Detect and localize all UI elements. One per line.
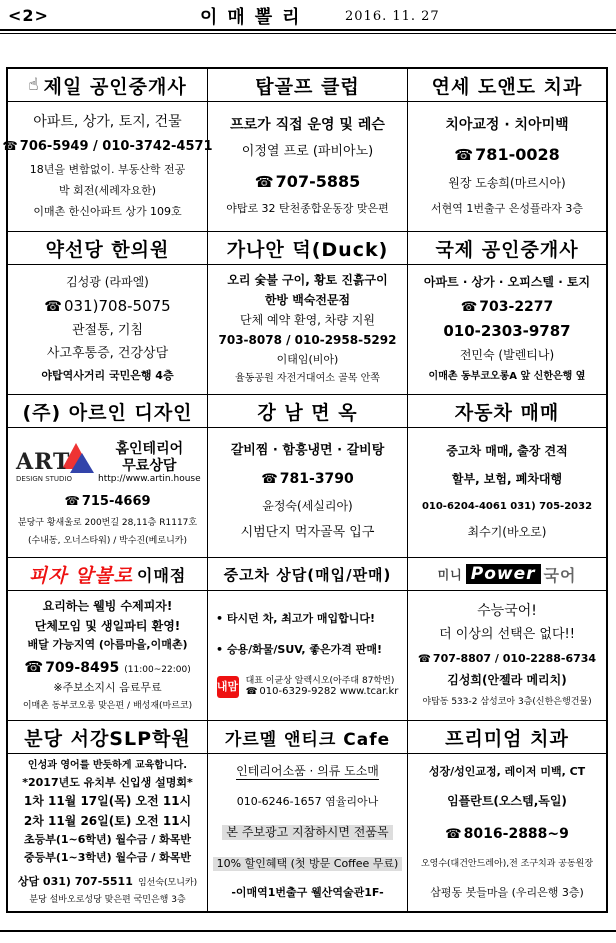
tcar-url-link[interactable]: www.tcar.kr [339, 686, 399, 698]
ad-ganaan-duck: 가나안 덕(Duck) 오리 숯불 구이, 황토 진흙구이 한방 백숙전문점 단체 예약 환영, 차량 지원 703-8078 / 010-2958-5292 이태임(비아) 율동공원 자전거대여소 골목 안쪽 [208, 232, 408, 395]
header-rule-thin [0, 33, 616, 34]
ad-yonsei-dental: 연세 도앤도 치과 치아교정 · 치아미백 ☎ 781-0028 원장 도송희(마르시아) 서현역 1번출구 은성플라자 3층 [408, 69, 606, 232]
ad-title: 약선당 한의원 [8, 232, 207, 265]
ad-title: 피자 알볼로 이매점 [8, 558, 207, 591]
phone-icon: ☎ [245, 686, 258, 698]
phone-icon: ☎ [445, 827, 462, 843]
ad-title: 프리미엄 치과 [408, 721, 606, 754]
ad-grid [2, 67, 608, 913]
phone-icon: ☎ [2, 138, 18, 153]
phone-icon: ☎ [460, 299, 478, 315]
ad-used-car: 중고차 상담(매입/판매) • 타시던 차, 최고가 매입합니다! • 승용/화물/SUV, 좋은가격 판매! 내맘카 대표 이균상 알렉시오(아주대 87학번) ☎ 010-6329-9282 www.tcar.kr [208, 558, 408, 721]
ad-title: 강 남 면 옥 [208, 395, 407, 428]
ad-pizza-alvolo: 피자 알볼로 이매점 요리하는 웰빙 수제피자! 단체모임 및 생일파티 환영! 배달 가능지역 (아름마을,이매촌) ☎ 709-8495 (11:00~22:00) ※주보소지시 음료무료 이매촌 동부코오롱 맞은편 / 배성재(마르코) [8, 558, 208, 721]
ad-title: 연세 도앤도 치과 [408, 69, 606, 102]
footer-rule [0, 930, 616, 932]
phone-icon: ☎ [261, 472, 278, 488]
artin-url-link[interactable]: http://www.artin.house [98, 473, 201, 484]
ad-title: 탑골프 클럽 [208, 69, 407, 102]
ad-carmel-antique: 가르멜 앤티크 Cafe 인테리어소품 · 의류 도소매 010-6246-1657 염율리아나 본 주보광고 지참하시면 전품목 10% 할인혜택 (첫 방문 Coffee 무료) -이매역1번출구 웰산역술관1F- [208, 721, 408, 911]
ad-premium-dental: 프리미엄 치과 성장/성인교정, 레이저 미백, CT 임플란트(오스템,독일) ☎ 8016-2888~9 오영수(대건안드레아),전 조구치과 공동원장 삼평동 봇들마을 (우리은행 3층) [408, 721, 606, 911]
artin-logo: ART DESIGN STUDIO [16, 439, 94, 487]
tcar-badge: 내맘카 [217, 676, 239, 698]
page-number: <2> [8, 6, 49, 25]
ad-title: (주) 아르인 디자인 [8, 395, 207, 428]
page-header [0, 0, 616, 40]
ad-gukje-realty: 국제 공인중개사 아파트 · 상가 · 오피스텔 · 토지 ☎ 703-2277 010-2303-9787 전민숙 (발렌티나) 이매촌 동부코오롱A 앞 신한은행 옆 [408, 232, 606, 395]
ad-title: 국제 공인중개사 [408, 232, 606, 265]
mini-power-logo: 미니 Power 국어 [437, 564, 577, 585]
ad-artin-design: (주) 아르인 디자인 ART DESIGN STUDIO 홈인테리어 무료상담 http://www.artin.house ☎ 715-4669 분당구 황새울로 200번길 28,11층 R1117호 (수내동, 오너스타워) / 박수진(베로니카) [8, 395, 208, 558]
ad-mini-power-korean: 미니 Power 국어 수능국어! 더 이상의 선택은 없다!! ☎ 707-8807 / 010-2288-6734 김성희(안젤라 메리치) 야탑동 533-2 삼성코아 3층(신한은행건물) [408, 558, 606, 721]
ad-title: 가나안 덕(Duck) [208, 232, 407, 265]
ad-gangnam-myeonok: 강 남 면 옥 갈비찜 · 함흥냉면 · 갈비탕 ☎ 781-3790 윤정숙(세실리아) 시범단지 먹자골목 입구 [208, 395, 408, 558]
ad-car-dealer: 자동차 매매 중고차 매매, 출장 견적 할부, 보험, 폐차대행 010-6204-4061 031) 705-2032 최수기(바오로) [408, 395, 606, 558]
ad-title: 분당 서강SLP학원 [8, 721, 207, 754]
phone-icon: ☎ [64, 494, 80, 509]
phone-icon: ☎ [24, 657, 44, 676]
header-rule-thick [0, 29, 616, 31]
hand-pointer-icon: ☝ [28, 75, 40, 95]
bulletin-title: 이매뽈리 [200, 7, 310, 28]
ad-title: ☝ 제일 공인중개사 [8, 69, 207, 102]
ad-title: 가르멜 앤티크 Cafe [208, 721, 407, 754]
ad-title [408, 558, 606, 591]
ad-jeil-realty: ☝ 제일 공인중개사 아파트, 상가, 토지, 건물 ☎ 706-5949 / 010-3742-4571 18년을 변함없이. 부동산학 전공 박 회전(세례자요한) 이매촌 한신아파트 상가 109호 [8, 69, 208, 232]
phone-icon: ☎ [417, 652, 431, 665]
ad-top-golf: 탑골프 클럽 프로가 직접 운영 및 레슨 이정열 프로 (파비아노) ☎ 707-5885 야탑로 32 탄천종합운동장 맞은편 [208, 69, 408, 232]
ad-title: 중고차 상담(매입/판매) [208, 558, 407, 591]
ad-yakseon-clinic: 약선당 한의원 김성광 (라파엘) ☎ 031)708-5075 관절통, 기침 사고후통증, 건강상담 야탑역사거리 국민은행 4층 [8, 232, 208, 395]
bulletin-date: 2016. 11. 27 [345, 9, 440, 24]
phone-icon: ☎ [44, 299, 63, 316]
ad-seogang-slp: 분당 서강SLP학원 인성과 영어를 반듯하게 교육합니다. *2017년도 유치부 신입생 설명회* 1차 11월 17일(목) 오전 11시 2차 11월 26일(토) 오전 11시 초등부(1~6학년) 월수금 / 화목반 중등부(1~3학년) 월수금 / 화목반 상담 031) 707-5511 임선숙(모니카) 분당 설바오로성당 맞은편 국민은행 3층 [8, 721, 208, 911]
ad-title: 자동차 매매 [408, 395, 606, 428]
phone-icon: ☎ [254, 172, 274, 191]
phone-icon: ☎ [454, 145, 474, 164]
